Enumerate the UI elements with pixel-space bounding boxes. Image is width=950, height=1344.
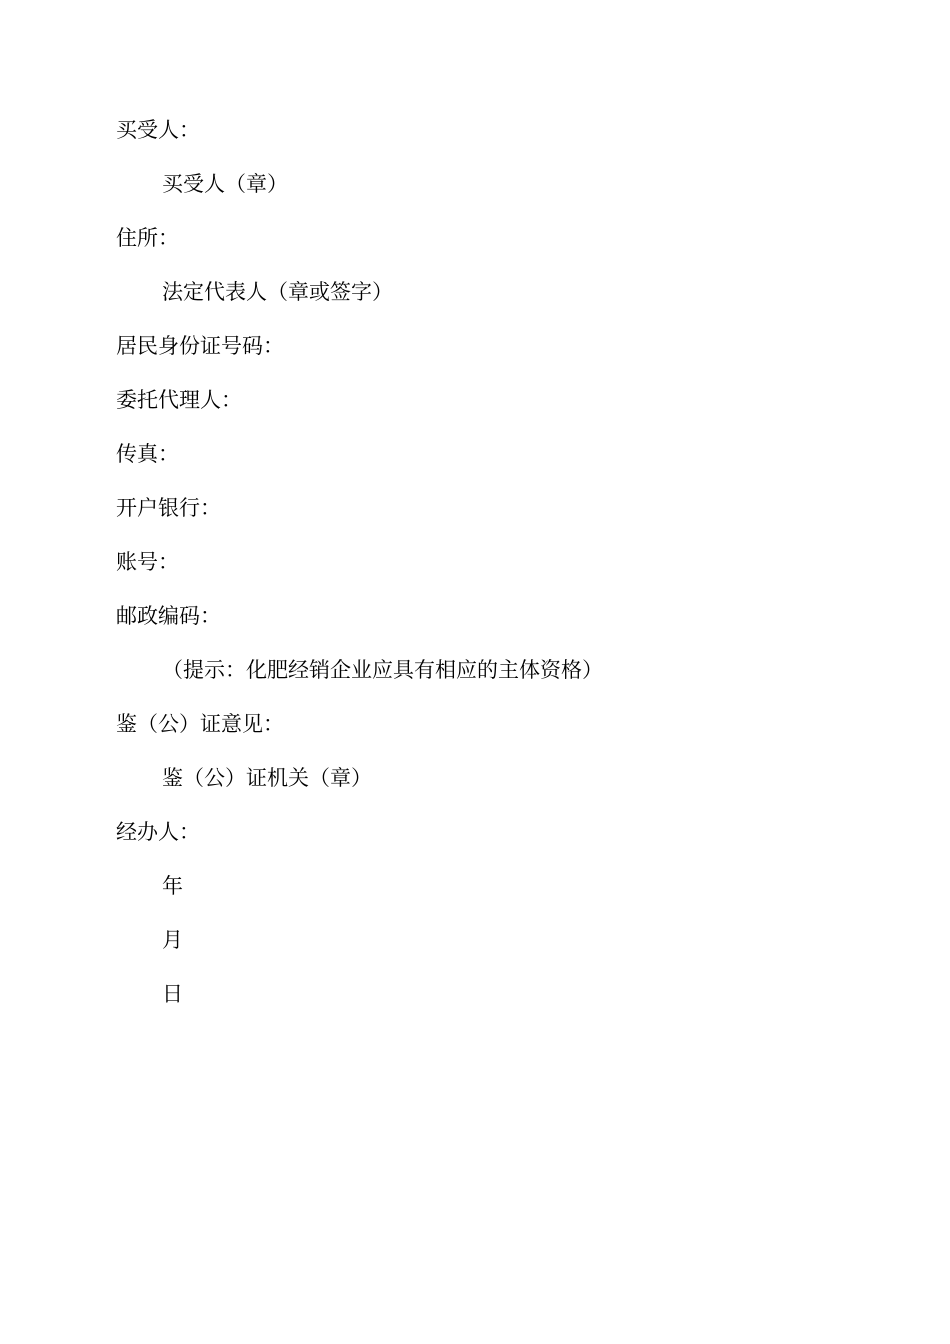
buyer-seal: 买受人（章）	[162, 172, 288, 196]
handler-label: 经办人：	[116, 820, 200, 844]
month-label: 月	[162, 928, 183, 952]
buyer-label: 买受人：	[116, 118, 200, 142]
agent-label: 委托代理人：	[116, 388, 242, 412]
account-label: 账号：	[116, 550, 179, 574]
fax-label: 传真：	[116, 442, 179, 466]
day-label: 日	[162, 982, 183, 1006]
address-label: 住所：	[116, 226, 179, 250]
id-number-label: 居民身份证号码：	[116, 334, 284, 358]
postal-code-label: 邮政编码：	[116, 604, 221, 628]
legal-rep-sign: 法定代表人（章或签字）	[162, 280, 393, 304]
notary-opinion-label: 鉴（公）证意见：	[116, 712, 284, 736]
tip-note: （提示：化肥经销企业应具有相应的主体资格）	[162, 658, 603, 682]
year-label: 年	[162, 874, 183, 898]
notary-office-seal: 鉴（公）证机关（章）	[162, 766, 372, 790]
bank-label: 开户银行：	[116, 496, 221, 520]
